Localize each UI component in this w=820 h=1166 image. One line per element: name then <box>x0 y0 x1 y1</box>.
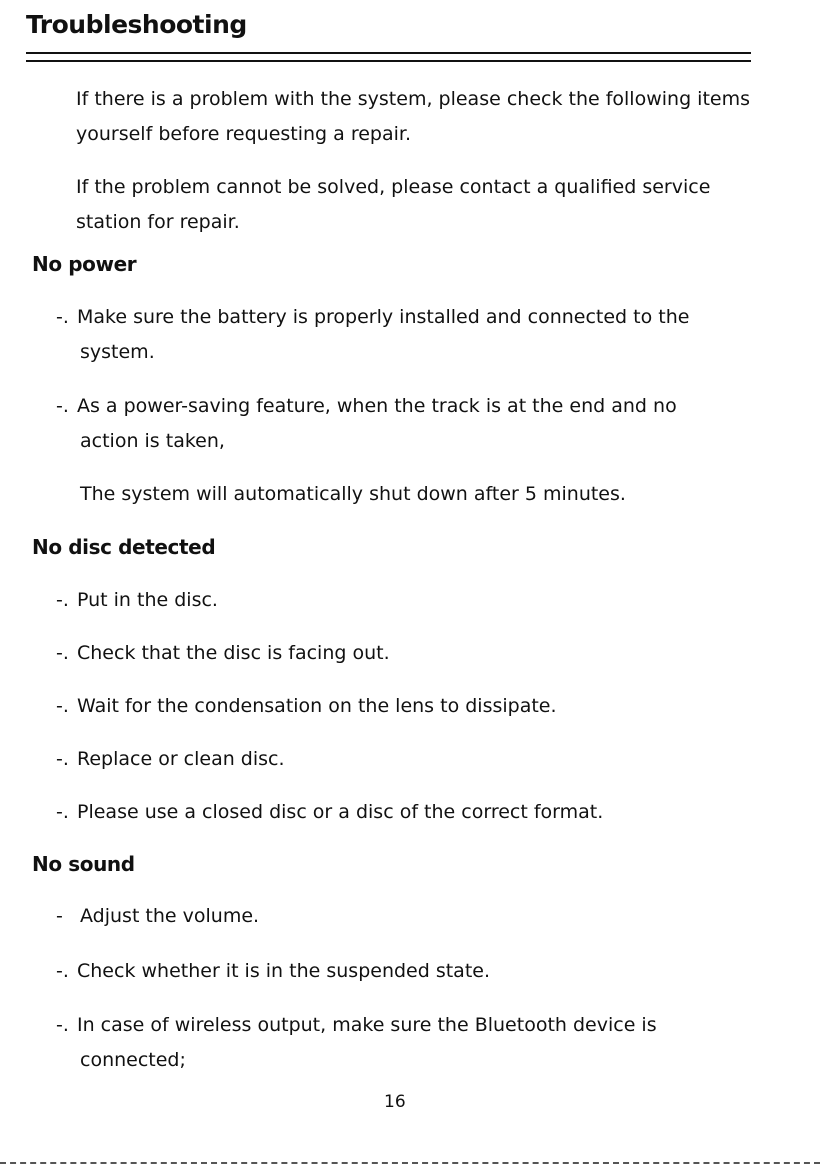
list-item <box>56 899 746 934</box>
title-rule-bottom <box>26 60 751 62</box>
item-continuation: action is taken, <box>80 430 225 452</box>
list-item <box>56 300 746 370</box>
bullet: -. <box>56 960 69 982</box>
list-item <box>56 954 746 989</box>
item-text: Check whether it is in the suspended state. <box>77 960 491 982</box>
item-text: Wait for the condensation on the lens to dissipate. <box>77 695 557 717</box>
bullet: -. <box>56 1014 69 1036</box>
list-item <box>56 742 746 777</box>
item-extra-text: The system will automatically shut down after 5 minutes. <box>80 483 626 505</box>
list-item <box>56 636 746 671</box>
bullet: - <box>56 905 63 927</box>
list-item <box>56 795 746 830</box>
bullet: -. <box>56 695 69 717</box>
page-title: Troubleshooting <box>26 10 247 39</box>
bullet: -. <box>56 801 69 823</box>
intro-paragraph: If the problem cannot be solved, please contact a qualified service station for repair. <box>76 176 711 233</box>
bullet: -. <box>56 642 69 664</box>
list-item <box>56 689 746 724</box>
item-text: Please use a closed disc or a disc of the correct format. <box>77 801 604 823</box>
item-text: As a power-saving feature, when the track is at the end and no <box>77 395 677 417</box>
page-number: 16 <box>384 1092 406 1112</box>
bullet: -. <box>56 589 69 611</box>
item-continuation: system. <box>80 341 155 363</box>
list-item <box>56 389 746 459</box>
item-text: Put in the disc. <box>77 589 218 611</box>
bullet: -. <box>56 395 69 417</box>
section-heading-no-power: No power <box>32 252 137 276</box>
list-item <box>56 583 746 618</box>
title-rule-top <box>26 52 751 54</box>
list-item <box>56 1008 746 1078</box>
bullet: -. <box>56 306 69 328</box>
item-text: Adjust the volume. <box>80 905 260 927</box>
section-heading-no-sound: No sound <box>32 852 135 876</box>
item-continuation: connected; <box>80 1049 186 1071</box>
intro-paragraph: If there is a problem with the system, please check the following items yourself before requesting a repair. <box>76 88 750 145</box>
item-text: Replace or clean disc. <box>77 748 285 770</box>
bullet: -. <box>56 748 69 770</box>
page-bottom-border <box>0 1162 820 1164</box>
item-text: Make sure the battery is properly installed and connected to the <box>77 306 690 328</box>
item-text: In case of wireless output, make sure the Bluetooth device is <box>77 1014 657 1036</box>
list-item-extra <box>56 477 746 512</box>
item-text: Check that the disc is facing out. <box>77 642 390 664</box>
section-heading-no-disc: No disc detected <box>32 535 216 559</box>
